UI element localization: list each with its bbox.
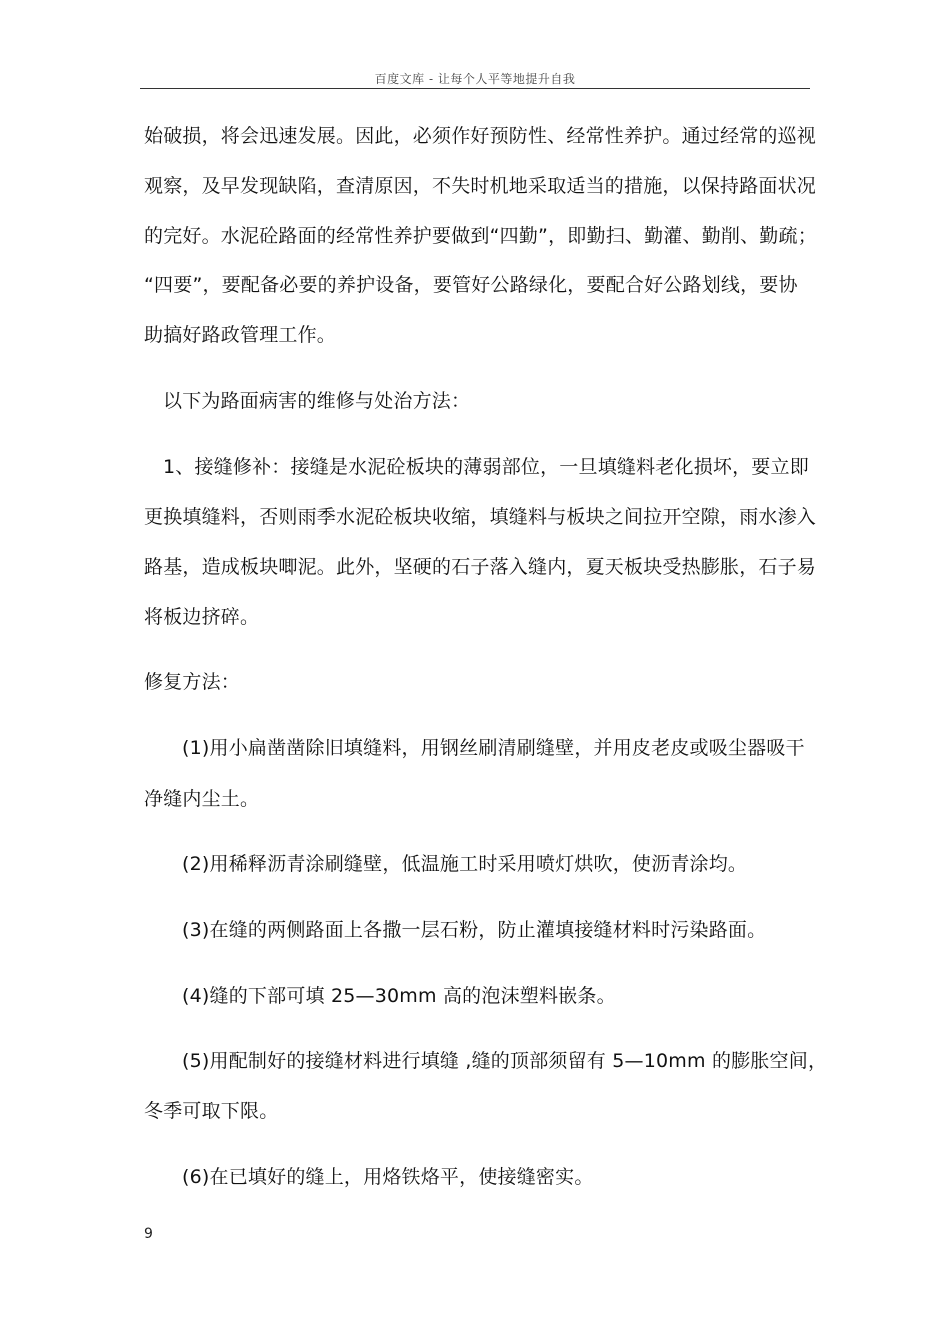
paragraph-line: 助搞好路政管理工作。 <box>144 324 337 346</box>
paragraph-line: 将板边挤碎。 <box>144 606 260 628</box>
step-line: (6)在已填好的缝上，用烙铁烙平，使接缝密实。 <box>182 1166 594 1188</box>
paragraph-line: 观察，及早发现缺陷，查清原因，不失时机地采取适当的措施，以保持路面状况 <box>144 175 817 197</box>
step-line: (3)在缝的两侧路面上各撒一层石粉，防止灌填接缝材料时污染路面。 <box>182 919 767 941</box>
step-line: 净缝内尘土。 <box>144 788 260 810</box>
page-header <box>140 68 810 89</box>
paragraph-line: 的完好。水泥砼路面的经常性养护要做到“四勤”，即勤扫、勤灌、勤削、勤疏； <box>144 225 817 247</box>
paragraph-line: 更换填缝料，否则雨季水泥砼板块收缩，填缝料与板块之间拉开空隙，雨水渗入 <box>144 506 817 528</box>
section-intro: 以下为路面病害的维修与处治方法： <box>163 390 471 412</box>
step-line: (5)用配制好的接缝材料进行填缝 ,缝的顶部须留有 5—10mm 的膨胀空间， <box>182 1050 828 1072</box>
step-line: (1)用小扁凿凿除旧填缝料，用钢丝刷清刷缝壁，并用皮老皮或吸尘器吸干 <box>182 737 805 759</box>
step-line: (4)缝的下部可填 25—30mm 高的泡沫塑料嵌条。 <box>182 985 616 1007</box>
page-number: 9 <box>144 1226 153 1242</box>
paragraph-line: 始破损，将会迅速发展。因此，必须作好预防性、经常性养护。通过经常的巡视 <box>144 125 817 147</box>
paragraph-line: “四要”，要配备必要的养护设备，要管好公路绿化，要配合好公路划线，要协 <box>144 274 798 296</box>
paragraph-line: 路基，造成板块唧泥。此外，坚硬的石子落入缝内，夏天板块受热膨胀，石子易 <box>144 556 817 578</box>
header-text: 百度文库 - 让每个人平等地提升自我 <box>374 72 576 86</box>
step-line: 冬季可取下限。 <box>144 1100 279 1122</box>
method-heading: 修复方法： <box>144 671 241 693</box>
step-line: (2)用稀释沥青涂刷缝壁，低温施工时采用喷灯烘吹，使沥青涂均。 <box>182 853 748 875</box>
item-heading-line: 1、接缝修补：接缝是水泥砼板块的薄弱部位，一旦填缝料老化损坏，要立即 <box>163 456 809 478</box>
